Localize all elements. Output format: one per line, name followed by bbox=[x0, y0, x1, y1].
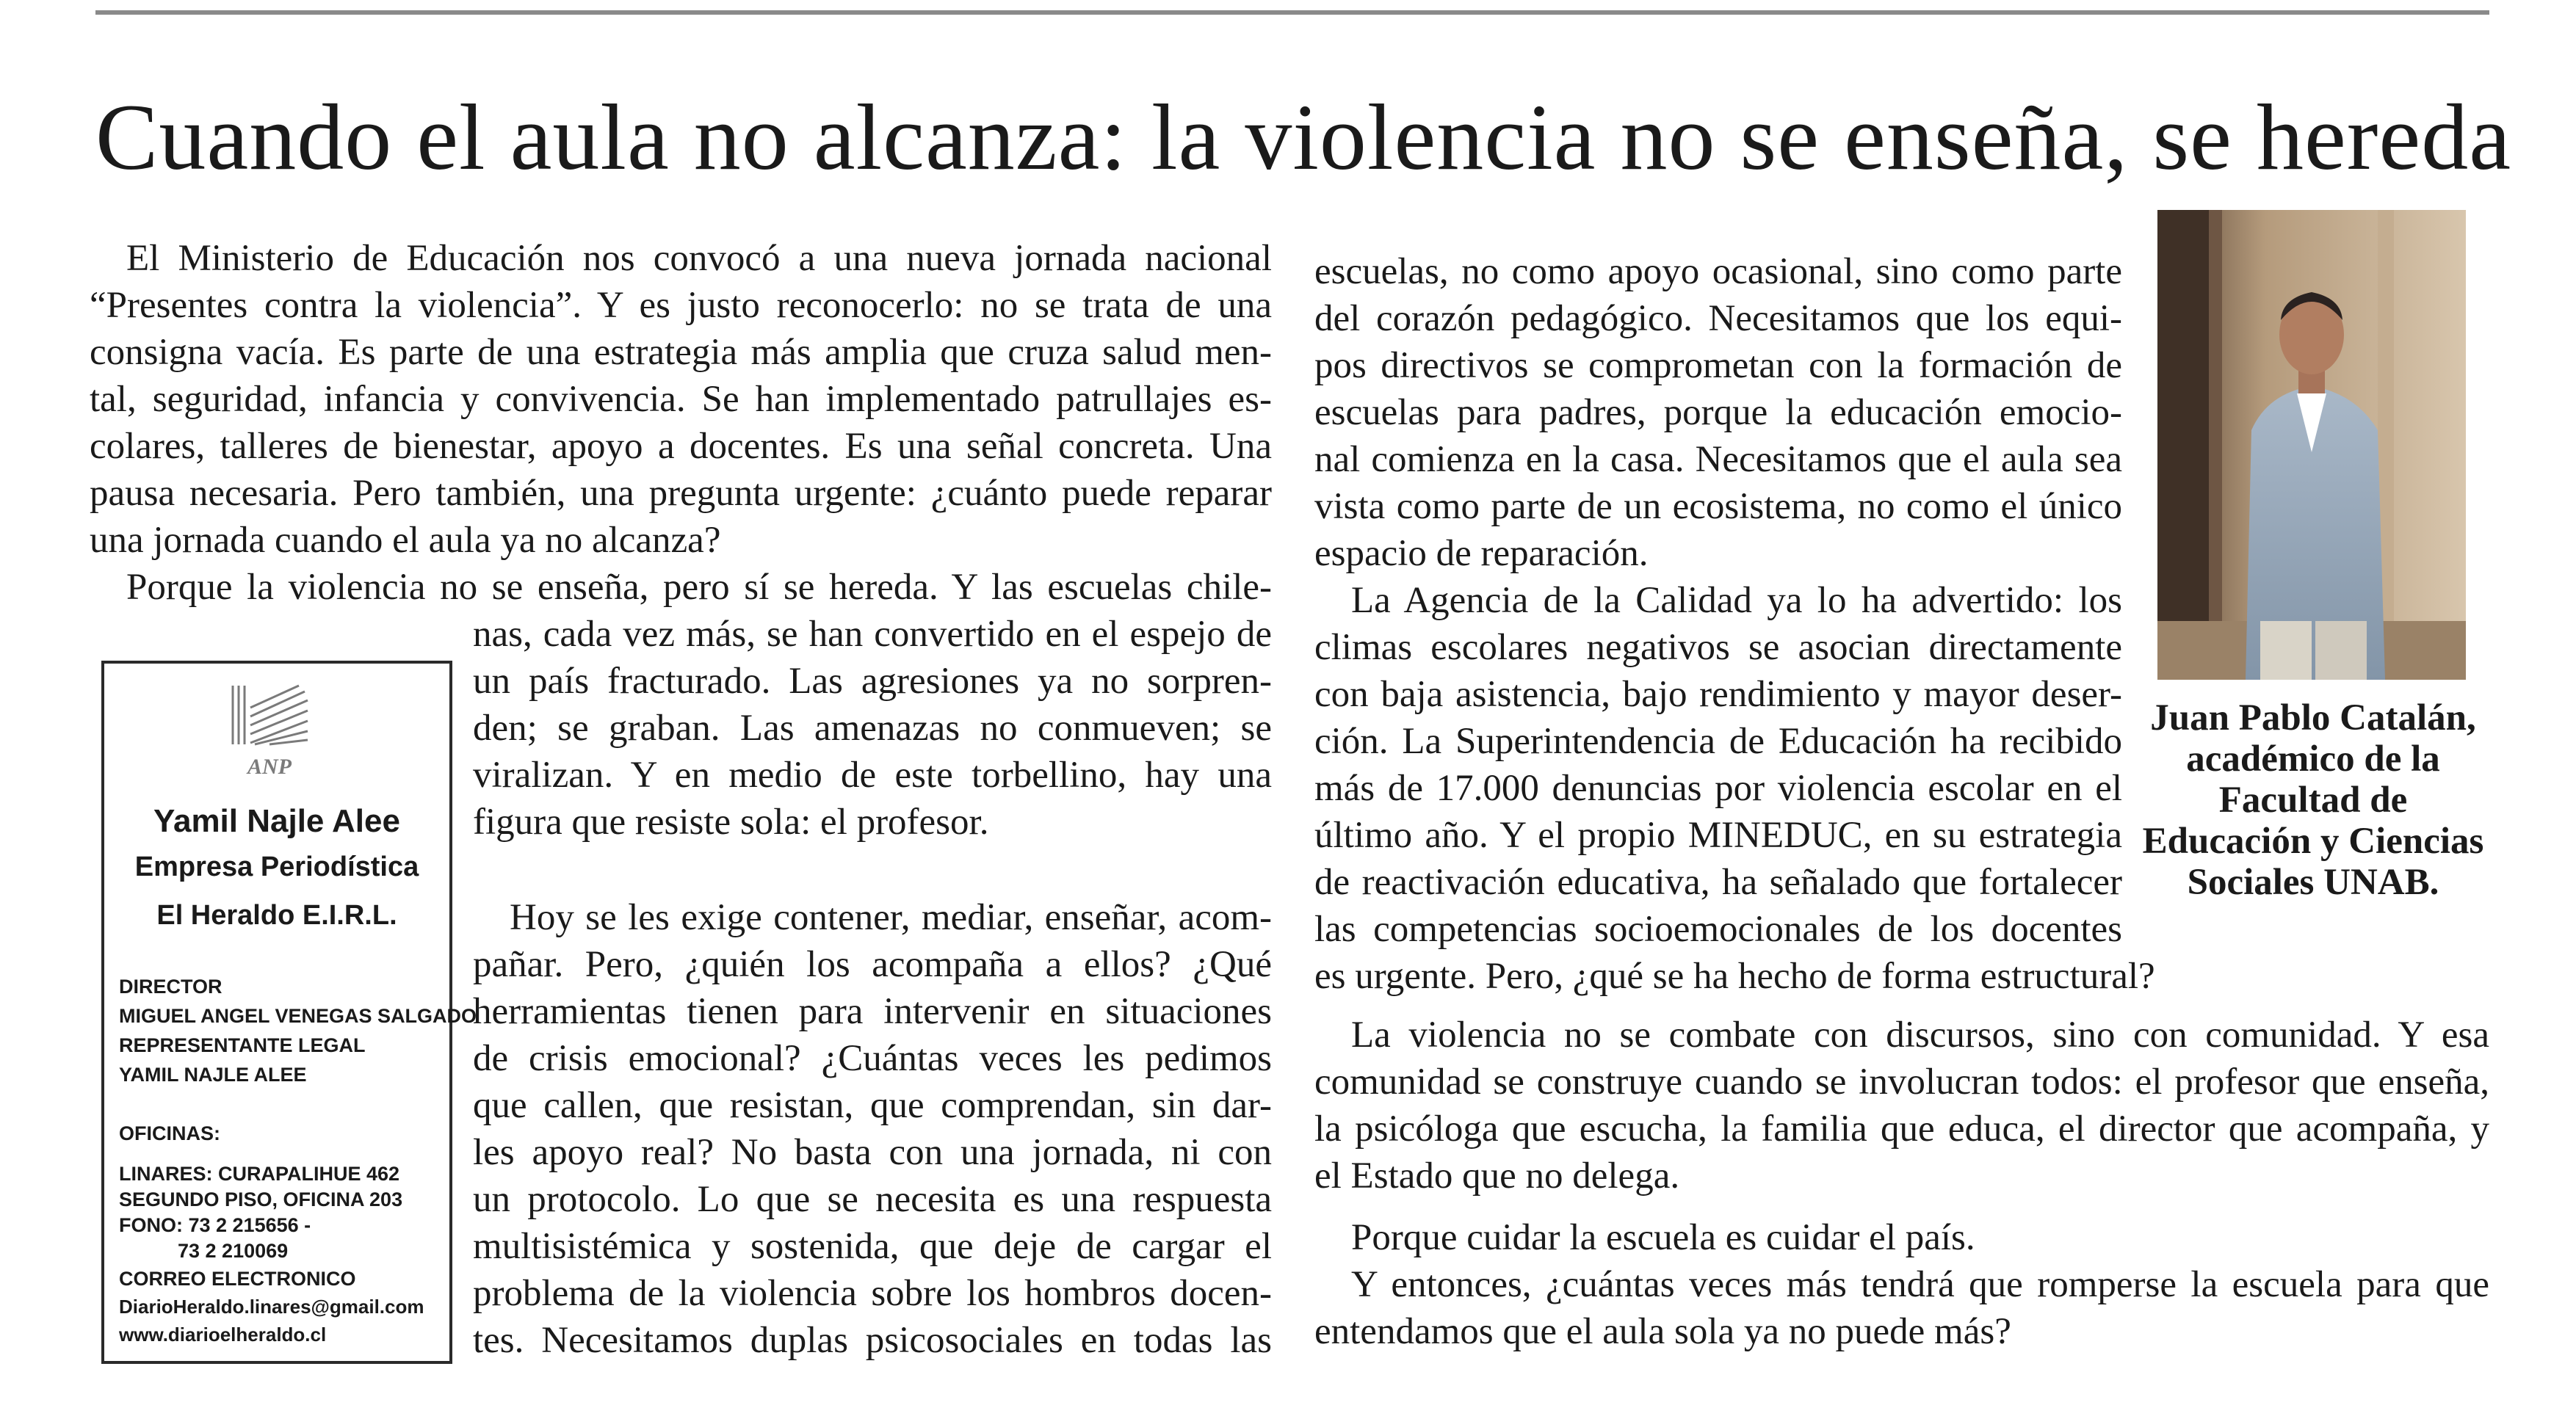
phone-line-2: 73 2 210069 bbox=[178, 1240, 289, 1262]
publisher-info-box bbox=[101, 661, 477, 1364]
text-line: es urgente. Pero, ¿qué se ha hecho de forma estructural? bbox=[1314, 956, 2155, 997]
top-rule bbox=[95, 10, 2489, 15]
legal-rep-name: YAMIL NAJLE ALEE bbox=[119, 1064, 307, 1086]
email-address: DiarioHeraldo.linares@gmail.com bbox=[119, 1296, 424, 1318]
text-line: herramientas tienen para intervenir en situaciones bbox=[473, 991, 1272, 1032]
text-line: entendamos que el aula sola ya no puede más? bbox=[1314, 1311, 2011, 1352]
text-line: las competencias socioemocionales de los docentes bbox=[1314, 909, 2122, 950]
phone-line-1: FONO: 73 2 215656 - bbox=[119, 1214, 311, 1236]
legal-rep-label: REPRESENTANTE LEGAL bbox=[119, 1034, 366, 1056]
text-line: escuelas, no como apoyo ocasional, sino como parte bbox=[1314, 251, 2122, 292]
text-line: La Agencia de la Calidad ya lo ha advertido: los bbox=[1351, 580, 2122, 621]
caption-line: académico de la bbox=[2186, 738, 2440, 780]
director-name: MIGUEL ANGEL VENEGAS SALGADO bbox=[119, 1005, 477, 1027]
text-line: consigna vacía. Es parte de una estrategia más amplia que cruza salud men- bbox=[90, 332, 1272, 373]
text-line: viralizan. Y en medio de este torbellino, hay una bbox=[473, 755, 1272, 796]
text-line: un país fracturado. Las agresiones ya no sorpren- bbox=[473, 661, 1272, 702]
text-line: les apoyo real? No basta con una jornada, ni con bbox=[473, 1132, 1272, 1173]
author-portrait-image bbox=[2157, 210, 2466, 680]
website: www.diarioelheraldo.cl bbox=[119, 1324, 327, 1346]
headline: Cuando el aula no alcanza: la violencia no se enseña, se hereda bbox=[95, 85, 2511, 189]
text-line: problema de la violencia sobre los hombros docen- bbox=[473, 1273, 1272, 1314]
text-line: multisistémica y sostenida, que deje de cargar el bbox=[473, 1226, 1272, 1267]
publisher-name: Yamil Najle Alee bbox=[153, 803, 400, 839]
text-line: tes. Necesitamos duplas psicosociales en todas las bbox=[473, 1320, 1272, 1361]
text-line: una jornada cuando el aula ya no alcanza? bbox=[90, 520, 721, 561]
text-line: de reactivación educativa, ha señalado que fortalecer bbox=[1314, 862, 2122, 903]
offices-label: OFICINAS: bbox=[119, 1122, 220, 1144]
text-line: climas escolares negativos se asocian directamente bbox=[1314, 627, 2122, 668]
text-line: den; se graban. Las amenazas no conmueven; se bbox=[473, 708, 1272, 749]
newspaper-name: El Heraldo E.I.R.L. bbox=[156, 900, 397, 931]
text-line: pausa necesaria. Pero también, una pregunta urgente: ¿cuánto puede reparar bbox=[90, 473, 1272, 514]
text-line: que callen, que resistan, que comprendan, sin dar- bbox=[473, 1085, 1272, 1126]
text-line: El Ministerio de Educación nos convocó a una nueva jornada nacional bbox=[126, 238, 1272, 279]
address-line-2: SEGUNDO PISO, OFICINA 203 bbox=[119, 1188, 403, 1210]
caption-line: Sociales UNAB. bbox=[2187, 862, 2439, 903]
text-line: del corazón pedagógico. Necesitamos que los equi- bbox=[1314, 298, 2122, 339]
text-line: el Estado que no delega. bbox=[1314, 1155, 1680, 1197]
text-line: colares, talleres de bienestar, apoyo a docentes. Es una señal concreta. Una bbox=[90, 426, 1272, 467]
text-line: nal comienza en la casa. Necesitamos que el aula sea bbox=[1314, 439, 2122, 480]
text-line: con baja asistencia, bajo rendimiento y mayor deser- bbox=[1314, 674, 2122, 715]
text-line: Porque la violencia no se enseña, pero sí se hereda. Y las escuelas chile- bbox=[126, 567, 1272, 608]
caption-line: Facultad de bbox=[2218, 780, 2408, 821]
company-name: Empresa Periodística bbox=[134, 852, 419, 882]
caption-line: Juan Pablo Catalán, bbox=[2150, 697, 2476, 738]
text-line: vista como parte de un ecosistema, no como el único bbox=[1314, 486, 2122, 527]
text-line: comunidad se construye cuando se involucran todos: el profesor que enseña, bbox=[1314, 1061, 2489, 1103]
text-line: la psicóloga que escucha, la familia que educa, el director que acompaña, y bbox=[1314, 1108, 2489, 1150]
text-line: escuelas para padres, porque la educación emocio- bbox=[1314, 392, 2122, 433]
text-line: último año. Y el propio MINEDUC, en su estrategia bbox=[1314, 815, 2122, 856]
text-line: pañar. Pero, ¿quién los acompaña a ellos? ¿Qué bbox=[473, 944, 1272, 985]
text-line: ción. La Superintendencia de Educación ha recibido bbox=[1314, 721, 2122, 762]
director-label: DIRECTOR bbox=[119, 976, 222, 998]
text-line: Porque cuidar la escuela es cuidar el país. bbox=[1351, 1217, 1975, 1258]
text-line: de crisis emocional? ¿Cuántas veces les pedimos bbox=[473, 1038, 1272, 1079]
email-label: CORREO ELECTRONICO bbox=[119, 1268, 356, 1290]
caption-line: Educación y Ciencias bbox=[2142, 821, 2484, 862]
text-line: nas, cada vez más, se han convertido en el espejo de bbox=[473, 614, 1272, 655]
anp-logo-text: ANP bbox=[247, 755, 292, 779]
anp-logo-icon bbox=[225, 678, 314, 781]
text-line: La violencia no se combate con discursos, sino con comunidad. Y esa bbox=[1351, 1014, 2489, 1056]
text-line: espacio de reparación. bbox=[1314, 533, 1649, 574]
text-line: pos directivos se comprometan con la formación de bbox=[1314, 345, 2122, 386]
text-line: más de 17.000 denuncias por violencia escolar en el bbox=[1314, 768, 2122, 809]
address-line-1: LINARES: CURAPALIHUE 462 bbox=[119, 1163, 400, 1185]
text-line: Hoy se les exige contener, mediar, enseñar, acom- bbox=[510, 897, 1272, 938]
text-line: “Presentes contra la violencia”. Y es justo reconocerlo: no se trata de una bbox=[90, 285, 1272, 326]
text-line: figura que resiste sola: el profesor. bbox=[473, 802, 989, 843]
text-line: tal, seguridad, infancia y convivencia. Se han implementado patrullajes es- bbox=[90, 379, 1272, 420]
author-photo bbox=[2157, 210, 2466, 680]
text-line: un protocolo. Lo que se necesita es una respuesta bbox=[473, 1179, 1272, 1220]
text-line: Y entonces, ¿cuántas veces más tendrá que romperse la escuela para que bbox=[1351, 1264, 2489, 1305]
